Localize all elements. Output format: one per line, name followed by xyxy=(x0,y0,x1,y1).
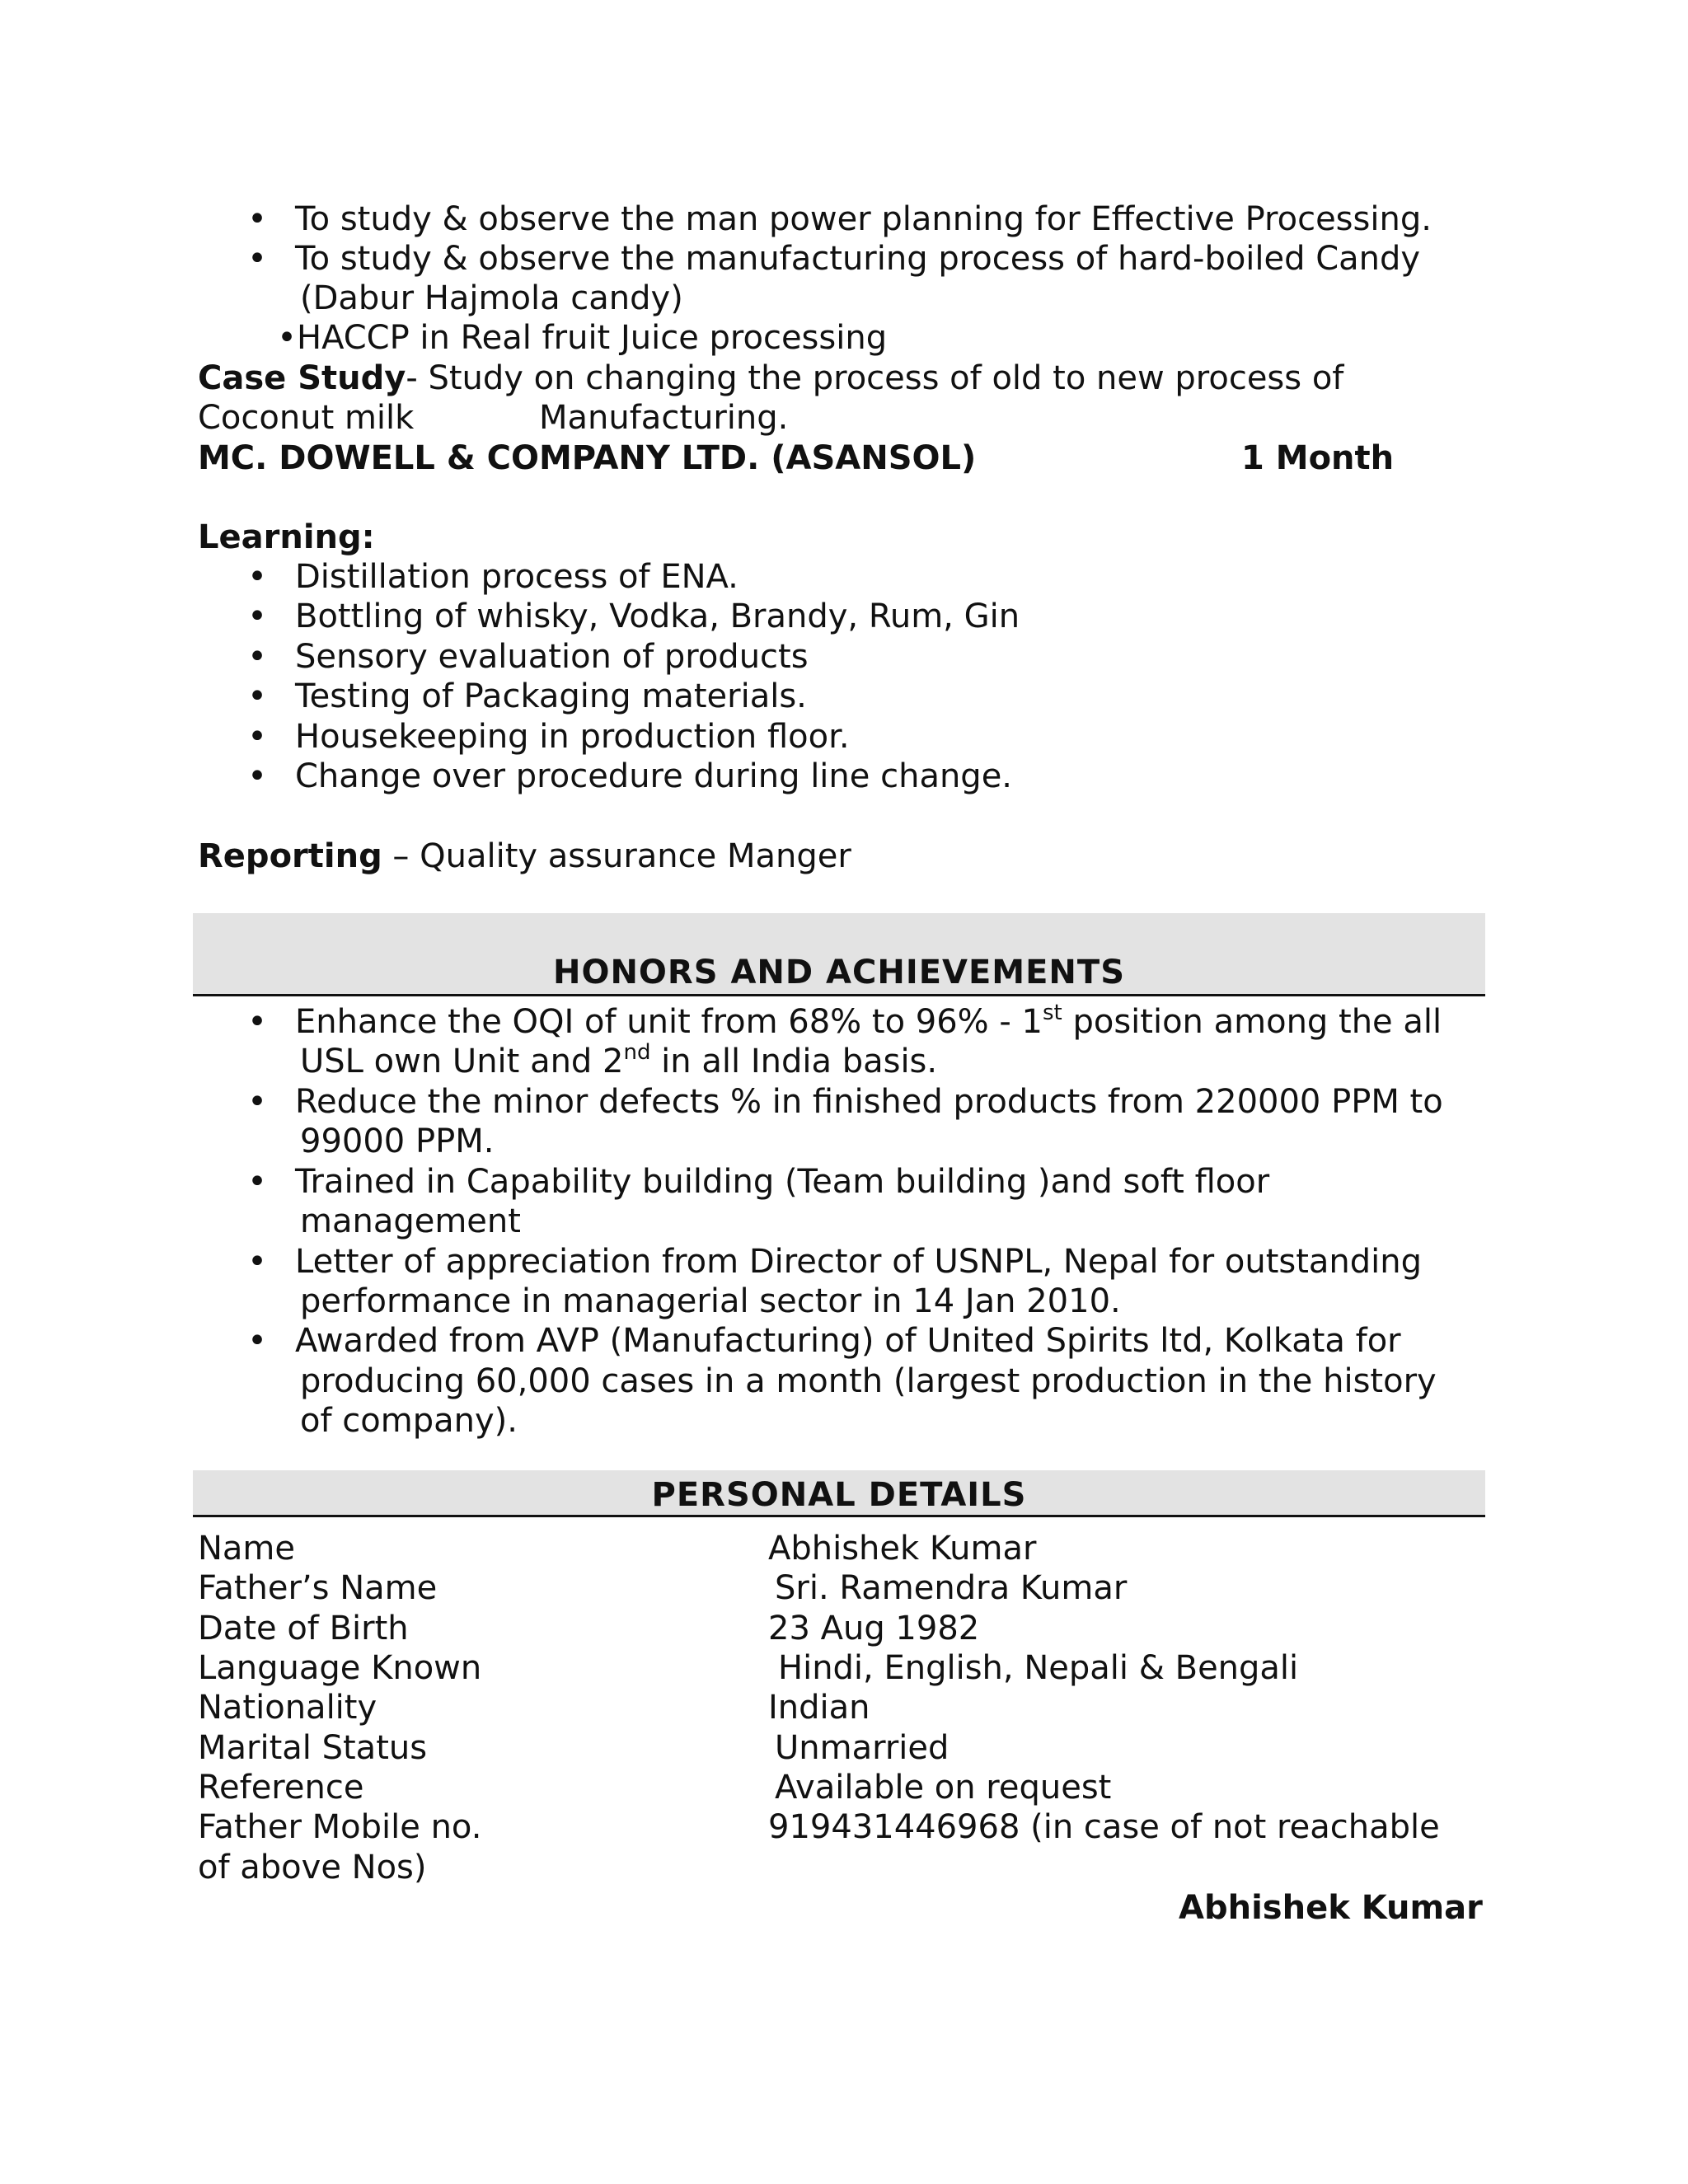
ordinal-suffix: nd xyxy=(623,1039,651,1065)
learning-item: Housekeeping in production floor. xyxy=(295,718,850,756)
honors-item-continuation: 99000 PPM. xyxy=(300,1122,495,1160)
bullet: • xyxy=(247,677,267,715)
bullet: • xyxy=(247,638,267,676)
personal-label: Reference xyxy=(198,1769,364,1807)
list-item: To study & observe the manufacturing process of hard-boiled Candy xyxy=(295,240,1421,278)
personal-label: Marital Status xyxy=(198,1729,428,1767)
honors-text: in all India basis. xyxy=(650,1043,938,1080)
honors-heading: HONORS AND ACHIEVEMENTS xyxy=(552,954,1126,991)
personal-value: Indian xyxy=(768,1689,870,1727)
bullet: • xyxy=(247,240,267,278)
bullet: • xyxy=(247,757,267,795)
honors-item: Trained in Capability building (Team building )and soft floor xyxy=(295,1163,1270,1201)
bullet: • xyxy=(277,319,297,357)
personal-label: Language Known xyxy=(198,1649,482,1687)
honors-item: Reduce the minor defects % in finished products from 220000 PPM to xyxy=(295,1083,1443,1121)
bullet: • xyxy=(247,1003,267,1041)
bullet: • xyxy=(247,718,267,756)
honors-item-continuation: performance in managerial sector in 14 Jan 2010. xyxy=(300,1282,1121,1320)
honors-item-continuation: of company). xyxy=(300,1402,518,1440)
personal-label: Name xyxy=(198,1530,296,1568)
honors-item xyxy=(295,1002,1442,1042)
signature-name: Abhishek Kumar xyxy=(1179,1889,1483,1927)
personal-label: Father’s Name xyxy=(198,1569,438,1607)
personal-value: Sri. Ramendra Kumar xyxy=(775,1569,1128,1607)
list-item-continuation: (Dabur Hajmola candy) xyxy=(300,279,683,317)
personal-heading: PERSONAL DETAILS xyxy=(651,1476,1027,1514)
honors-section-header xyxy=(193,913,1485,996)
learning-item: Distillation process of ENA. xyxy=(295,558,738,596)
case-study-text-2b: Manufacturing. xyxy=(539,399,789,437)
learning-item: Testing of Packaging materials. xyxy=(295,677,807,715)
list-item: To study & observe the man power planning for Effective Processing. xyxy=(295,200,1432,238)
case-study-text: - Study on changing the process of old to new process of xyxy=(406,359,1344,397)
personal-value: Available on request xyxy=(775,1769,1112,1807)
honors-item-continuation: management xyxy=(300,1202,521,1240)
company-duration: 1 Month xyxy=(1241,439,1395,477)
personal-value: Hindi, English, Nepali & Bengali xyxy=(778,1649,1299,1687)
personal-label: Father Mobile no. xyxy=(198,1808,482,1846)
honors-item: Letter of appreciation from Director of USNPL, Nepal for outstanding xyxy=(295,1243,1423,1281)
case-study-label: Case Study xyxy=(198,359,406,397)
learning-heading: Learning: xyxy=(198,518,375,556)
honors-item: Awarded from AVP (Manufacturing) of United Spirits ltd, Kolkata for xyxy=(295,1322,1401,1360)
honors-text: Enhance the OQI of unit from 68% to 96% - 1 xyxy=(295,1003,1043,1041)
learning-item: Bottling of whisky, Vodka, Brandy, Rum, Gin xyxy=(295,598,1020,635)
bullet: • xyxy=(247,200,267,238)
personal-label-continuation: of above Nos) xyxy=(198,1849,427,1886)
bullet: • xyxy=(247,558,267,596)
company-name: MC. DOWELL & COMPANY LTD. (ASANSOL) xyxy=(198,439,977,477)
reporting-label: Reporting xyxy=(198,837,382,875)
personal-label: Date of Birth xyxy=(198,1610,409,1647)
honors-text: USL own Unit and 2 xyxy=(300,1043,624,1080)
personal-value: 919431446968 (in case of not reachable xyxy=(768,1808,1440,1846)
honors-item-continuation: producing 60,000 cases in a month (largest production in the history xyxy=(300,1362,1437,1400)
personal-value: 23 Aug 1982 xyxy=(768,1610,980,1647)
learning-item: Sensory evaluation of products xyxy=(295,638,809,676)
case-study-text-2a: Coconut milk xyxy=(198,399,415,437)
bullet: • xyxy=(247,1243,267,1281)
honors-text: position among the all xyxy=(1062,1003,1442,1041)
ordinal-suffix: st xyxy=(1043,1000,1062,1025)
case-study-line xyxy=(198,359,1343,398)
bullet: • xyxy=(247,1163,267,1201)
reporting-line xyxy=(198,837,851,876)
bullet: • xyxy=(247,1083,267,1121)
personal-label: Nationality xyxy=(198,1689,377,1727)
personal-value: Unmarried xyxy=(775,1729,950,1767)
bullet: • xyxy=(247,1322,267,1360)
personal-section-header xyxy=(193,1470,1485,1517)
list-item: HACCP in Real fruit Juice processing xyxy=(297,319,888,357)
bullet: • xyxy=(247,598,267,635)
personal-value: Abhishek Kumar xyxy=(768,1530,1037,1568)
learning-item: Change over procedure during line change. xyxy=(295,757,1013,795)
honors-item-continuation xyxy=(300,1039,938,1081)
reporting-text: – Quality assurance Manger xyxy=(382,837,851,875)
